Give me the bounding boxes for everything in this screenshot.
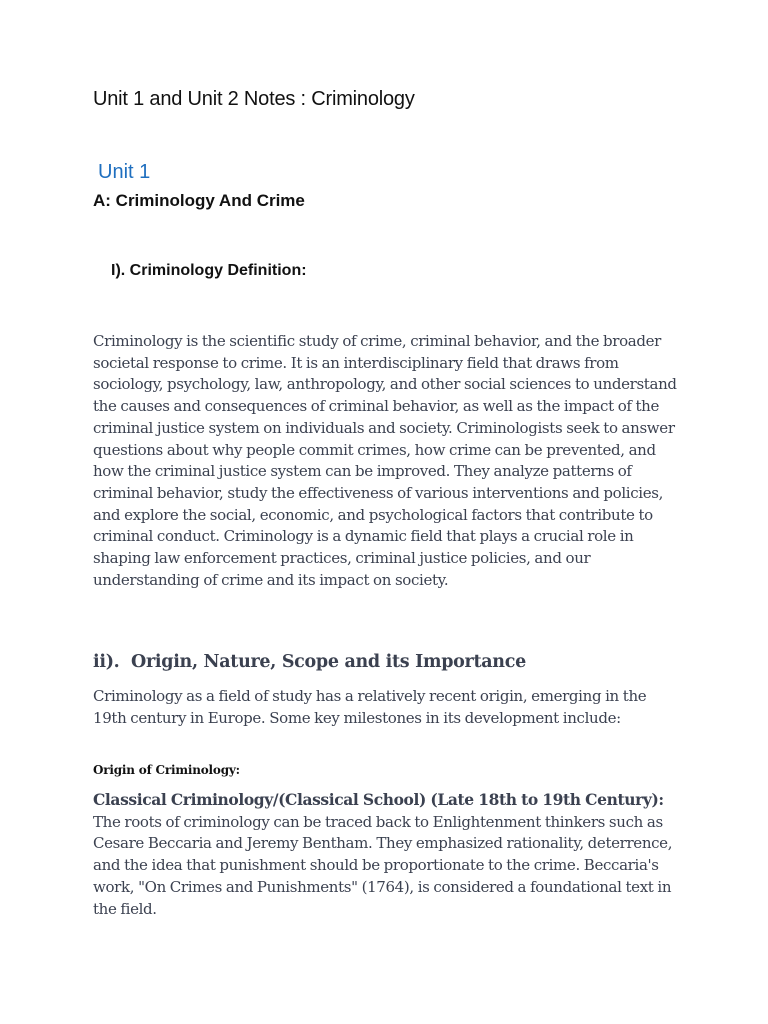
classical-criminology-text: The roots of criminology can be traced back to Enlightenment thinkers such as Cesare Beccaria and Jeremy Bentham. They emphasized rationality, deterrence, and the idea that punishment should be proportionate to the crime. Beccaria's work, "On Crimes and Punishments" (1764), is considered a foundational text in the field. xyxy=(93,812,673,918)
document-title: Unit 1 and Unit 2 Notes : Criminology xyxy=(93,88,415,110)
definition-heading: I). Criminology Definition: xyxy=(111,262,307,279)
origin-nature-scope-heading: ii). Origin, Nature, Scope and its Importance xyxy=(93,652,526,672)
classical-criminology-paragraph xyxy=(93,789,683,920)
origin-intro-paragraph: Criminology as a field of study has a relatively recent origin, emerging in the 19th century in Europe. Some key milestones in its development include: xyxy=(93,687,647,727)
section-heading: A: Criminology And Crime xyxy=(93,191,305,210)
origin-label: Origin of Criminology: xyxy=(93,763,240,777)
unit-heading: Unit 1 xyxy=(98,161,151,183)
classical-criminology-lead: Classical Criminology/(Classical School) (Late 18th to 19th Century): xyxy=(93,790,664,809)
definition-paragraph: Criminology is the scientific study of crime, criminal behavior, and the broader societal response to crime. It is an interdisciplinary field that draws from sociology, psychology, law, anthropology, and other social sciences to understand the causes and consequences of criminal behavior, as well as the impact of the criminal justice system on individuals and society. Criminologists seek to answer questions about why people commit crimes, how crime can be prevented, and how the criminal justice system can be improved. They analyze patterns of criminal behavior, study the effectiveness of various interventions and policies, and explore the social, economic, and psychological factors that contribute to criminal conduct. Criminology is a dynamic field that plays a crucial role in shaping law enforcement practices, criminal justice policies, and our understanding of crime and its impact on society. xyxy=(93,332,677,589)
